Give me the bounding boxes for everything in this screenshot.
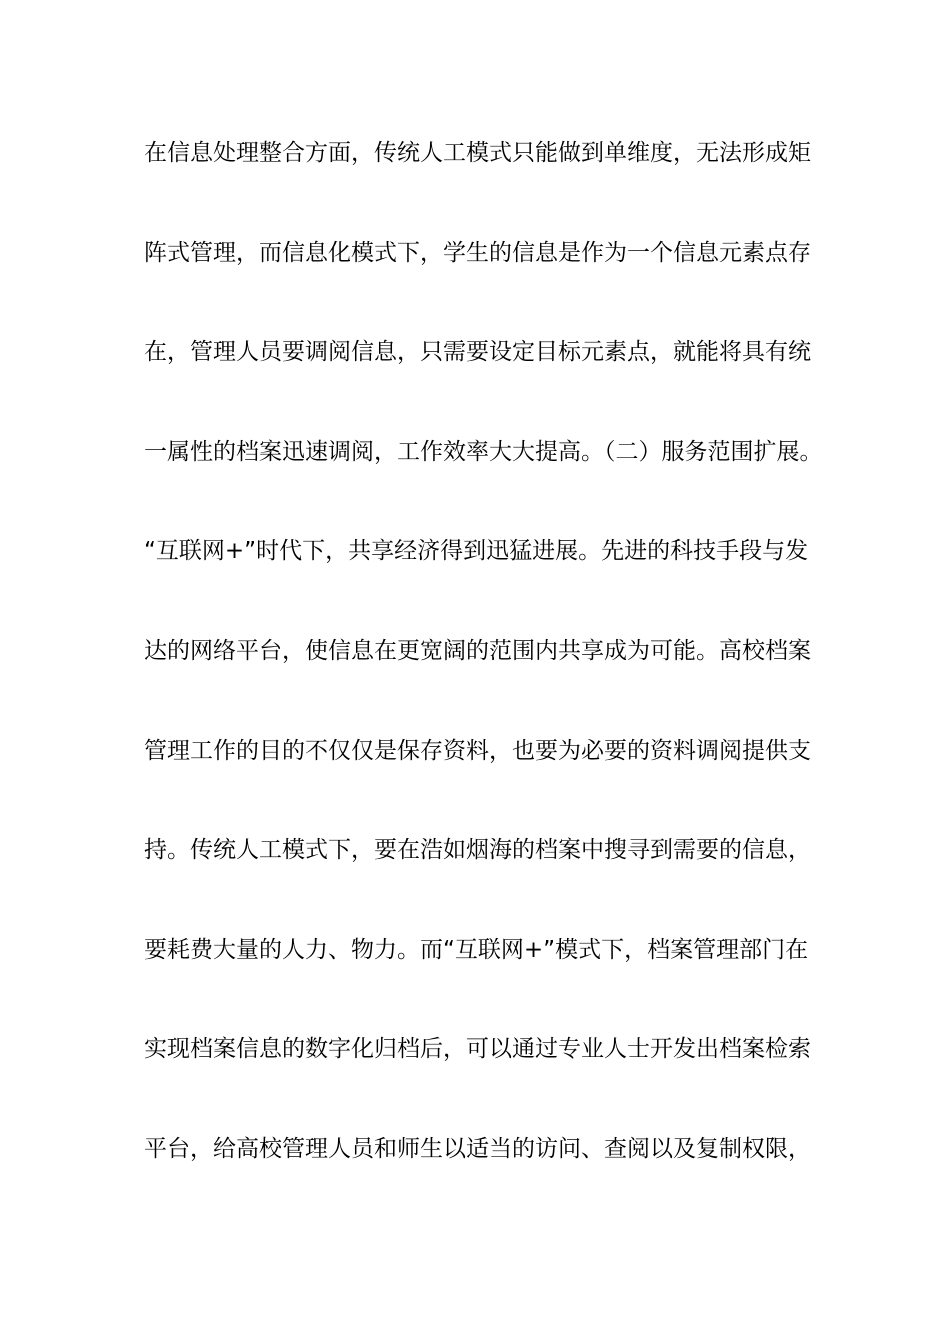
text-line: 平台，给高校管理人员和师生以适当的访问、查阅以及复制权限， bbox=[144, 1135, 811, 1162]
text-line: 达的网络平台，使信息在更宽阔的范围内共享成为可能。高校档案 bbox=[144, 637, 811, 664]
text-line: 要耗费大量的人力、物力。而“互联网+”模式下，档案管理部门在 bbox=[144, 936, 809, 963]
text-line: 实现档案信息的数字化归档后，可以通过专业人士开发出档案检索 bbox=[144, 1036, 811, 1063]
text-line: “互联网+”时代下，共享经济得到迅猛进展。先进的科技手段与发 bbox=[144, 538, 809, 565]
text-line: 阵式管理，而信息化模式下，学生的信息是作为一个信息元素点存 bbox=[144, 239, 811, 266]
body-text bbox=[144, 128, 824, 1174]
text-line: 一属性的档案迅速调阅，工作效率大大提高。（二）服务范围扩展。 bbox=[144, 438, 823, 465]
text-line: 管理工作的目的不仅仅是保存资料，也要为必要的资料调阅提供支 bbox=[144, 737, 811, 764]
text-line: 在信息处理整合方面，传统人工模式只能做到单维度，无法形成矩 bbox=[144, 140, 811, 166]
text-line: 在，管理人员要调阅信息，只需要设定目标元素点，就能将具有统 bbox=[144, 339, 811, 366]
text-line: 持。传统人工模式下，要在浩如烟海的档案中搜寻到需要的信息， bbox=[144, 837, 811, 864]
